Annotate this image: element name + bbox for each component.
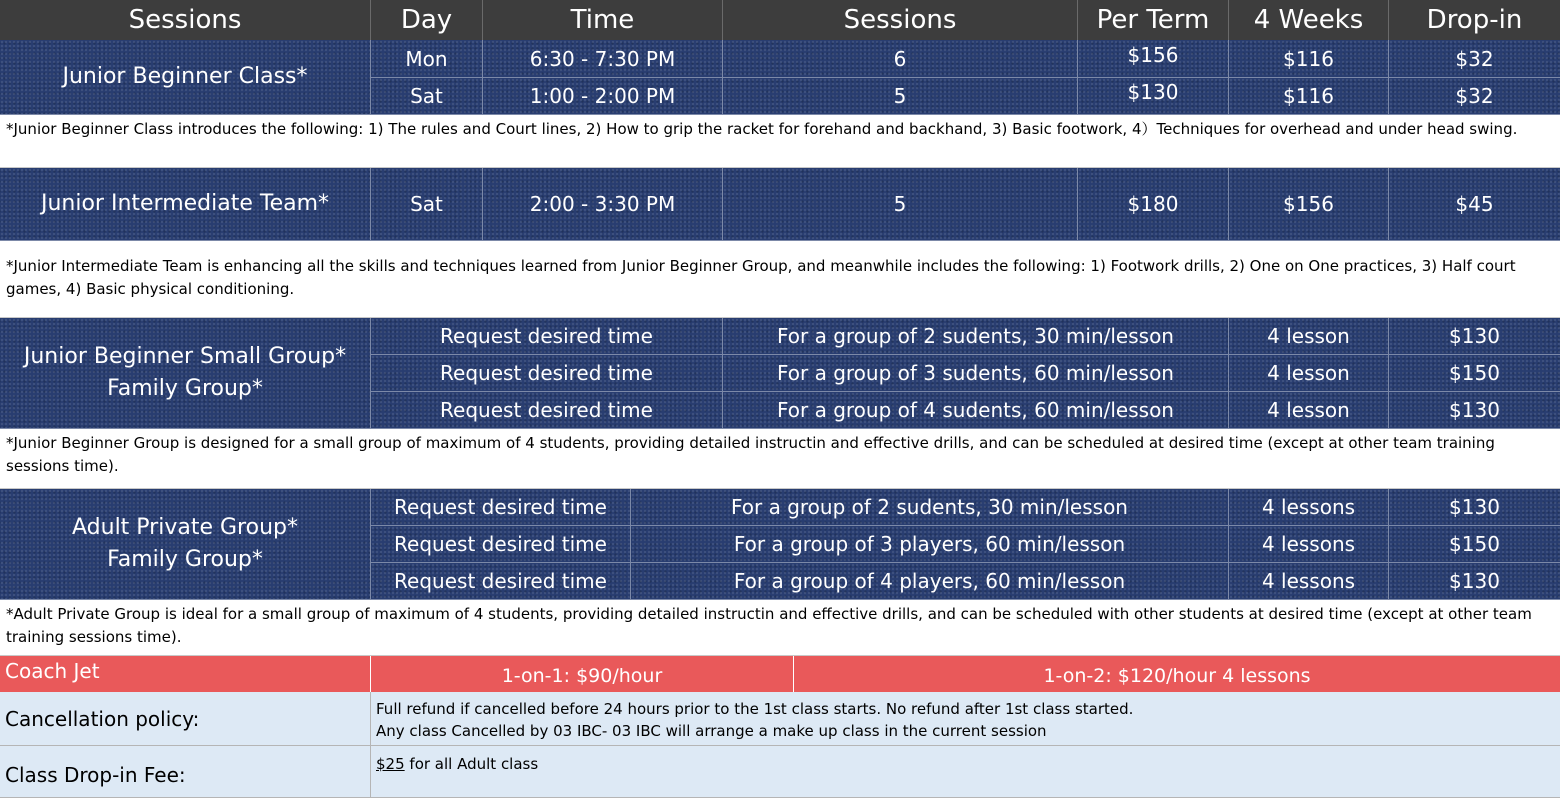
apg-row2-time: Request desired time xyxy=(371,526,631,563)
jbc-row2-sessions: 5 xyxy=(723,78,1078,115)
drop-in-fee-label: Class Drop-in Fee: xyxy=(0,746,371,798)
junior-beginner-class-note: *Junior Beginner Class introduces the following: 1) The rules and Court lines, 2) How to grip the racket for forehand and backhand, 3) Basic footwork, 4）Techniques for overhead and under head swing. xyxy=(0,115,1560,168)
coach-one-on-two: 1-on-2: $120/hour 4 lessons xyxy=(794,656,1560,692)
adult-private-group-note: *Adult Private Group is ideal for a small group of maximum of 4 students, providing detailed instructin and effective drills, and can be scheduled with other students at desired time (except at other team training sessions time). xyxy=(0,600,1560,656)
jsg-row3-time: Request desired time xyxy=(371,392,723,429)
header-sessions: Sessions xyxy=(0,0,371,40)
jsg-row2-lessons: 4 lesson xyxy=(1229,355,1389,392)
apg-row2-price: $150 xyxy=(1389,526,1560,563)
cancellation-line1: Full refund if cancelled before 24 hours prior to the 1st class starts. No refund after 1st class started. xyxy=(376,700,1134,718)
drop-in-fee-amount: $25 xyxy=(376,755,405,773)
jbc-row1-drop-in: $32 xyxy=(1389,40,1560,78)
jbc-row1-4-weeks: $116 xyxy=(1229,40,1389,78)
header-time: Time xyxy=(483,0,723,40)
jsg-row2-time: Request desired time xyxy=(371,355,723,392)
header-drop-in: Drop-in xyxy=(1389,0,1560,40)
jit-drop-in: $45 xyxy=(1389,168,1560,241)
drop-in-fee-description: for all Adult class xyxy=(404,755,539,773)
junior-small-group-title-line1: Junior Beginner Small Group* xyxy=(23,344,347,369)
apg-row3-desc: For a group of 4 players, 60 min/lesson xyxy=(631,563,1229,600)
jbc-row2-4-weeks: $116 xyxy=(1229,78,1389,115)
apg-row2-desc: For a group of 3 players, 60 min/lesson xyxy=(631,526,1229,563)
junior-intermediate-team-note: *Junior Intermediate Team is enhancing all the skills and techniques learned from Junior Beginner Group, and meanwhile includes the following: 1) Footwork drills, 2) One on One practices, 3) Half court games, 4) Basic physical conditioning. xyxy=(0,241,1560,318)
jit-sessions: 5 xyxy=(723,168,1078,241)
jbc-row1-day: Mon xyxy=(371,40,483,78)
jsg-row1-lessons: 4 lesson xyxy=(1229,318,1389,355)
header-day: Day xyxy=(371,0,483,40)
header-per-term: Per Term xyxy=(1078,0,1229,40)
junior-beginner-class-title: Junior Beginner Class* xyxy=(0,40,371,115)
cancellation-line2: Any class Cancelled by 03 IBC- 03 IBC will arrange a make up class in the current session xyxy=(376,722,1047,740)
jit-per-term: $180 xyxy=(1078,168,1229,241)
coach-one-on-one: 1-on-1: $90/hour xyxy=(371,656,794,692)
junior-small-group-title-line2: Family Group* xyxy=(107,376,263,401)
junior-small-group-note: *Junior Beginner Group is designed for a small group of maximum of 4 students, providing detailed instructin and effective drills, and can be scheduled at desired time (except at other team training sessions time). xyxy=(0,429,1560,489)
jsg-row2-desc: For a group of 3 sudents, 60 min/lesson xyxy=(723,355,1229,392)
adult-private-group-title-line2: Family Group* xyxy=(107,547,263,572)
jsg-row1-desc: For a group of 2 sudents, 30 min/lesson xyxy=(723,318,1229,355)
jbc-row1-sessions: 6 xyxy=(723,40,1078,78)
jsg-row3-desc: For a group of 4 sudents, 60 min/lesson xyxy=(723,392,1229,429)
apg-row1-price: $130 xyxy=(1389,489,1560,526)
jbc-row1-per-term: $156 xyxy=(1078,40,1229,78)
jbc-row2-time: 1:00 - 2:00 PM xyxy=(483,78,723,115)
apg-row1-desc: For a group of 2 sudents, 30 min/lesson xyxy=(631,489,1229,526)
jsg-row1-price: $130 xyxy=(1389,318,1560,355)
adult-private-group-title-line1: Adult Private Group* xyxy=(72,515,298,540)
cancellation-label: Cancellation policy: xyxy=(0,692,371,746)
apg-row3-lessons: 4 lessons xyxy=(1229,563,1389,600)
apg-row3-price: $130 xyxy=(1389,563,1560,600)
junior-intermediate-team-title: Junior Intermediate Team* xyxy=(0,168,371,241)
apg-row1-time: Request desired time xyxy=(371,489,631,526)
apg-row3-time: Request desired time xyxy=(371,563,631,600)
drop-in-fee-sentence xyxy=(376,753,538,775)
jbc-row2-per-term: $130 xyxy=(1078,78,1229,115)
jit-4-weeks: $156 xyxy=(1229,168,1389,241)
jsg-row1-time: Request desired time xyxy=(371,318,723,355)
jsg-row3-lessons: 4 lesson xyxy=(1229,392,1389,429)
drop-in-fee-text xyxy=(371,746,1560,798)
jbc-row2-day: Sat xyxy=(371,78,483,115)
jit-day: Sat xyxy=(371,168,483,241)
jsg-row3-price: $130 xyxy=(1389,392,1560,429)
adult-private-group-title xyxy=(0,489,371,600)
header-sessions-count: Sessions xyxy=(723,0,1078,40)
jbc-row1-time: 6:30 - 7:30 PM xyxy=(483,40,723,78)
jsg-row2-price: $150 xyxy=(1389,355,1560,392)
header-4-weeks: 4 Weeks xyxy=(1229,0,1389,40)
apg-row1-lessons: 4 lessons xyxy=(1229,489,1389,526)
jit-time: 2:00 - 3:30 PM xyxy=(483,168,723,241)
coach-name: Coach Jet xyxy=(0,656,371,692)
jbc-row2-drop-in: $32 xyxy=(1389,78,1560,115)
cancellation-policy-text xyxy=(371,692,1560,746)
apg-row2-lessons: 4 lessons xyxy=(1229,526,1389,563)
junior-small-group-title xyxy=(0,318,371,429)
